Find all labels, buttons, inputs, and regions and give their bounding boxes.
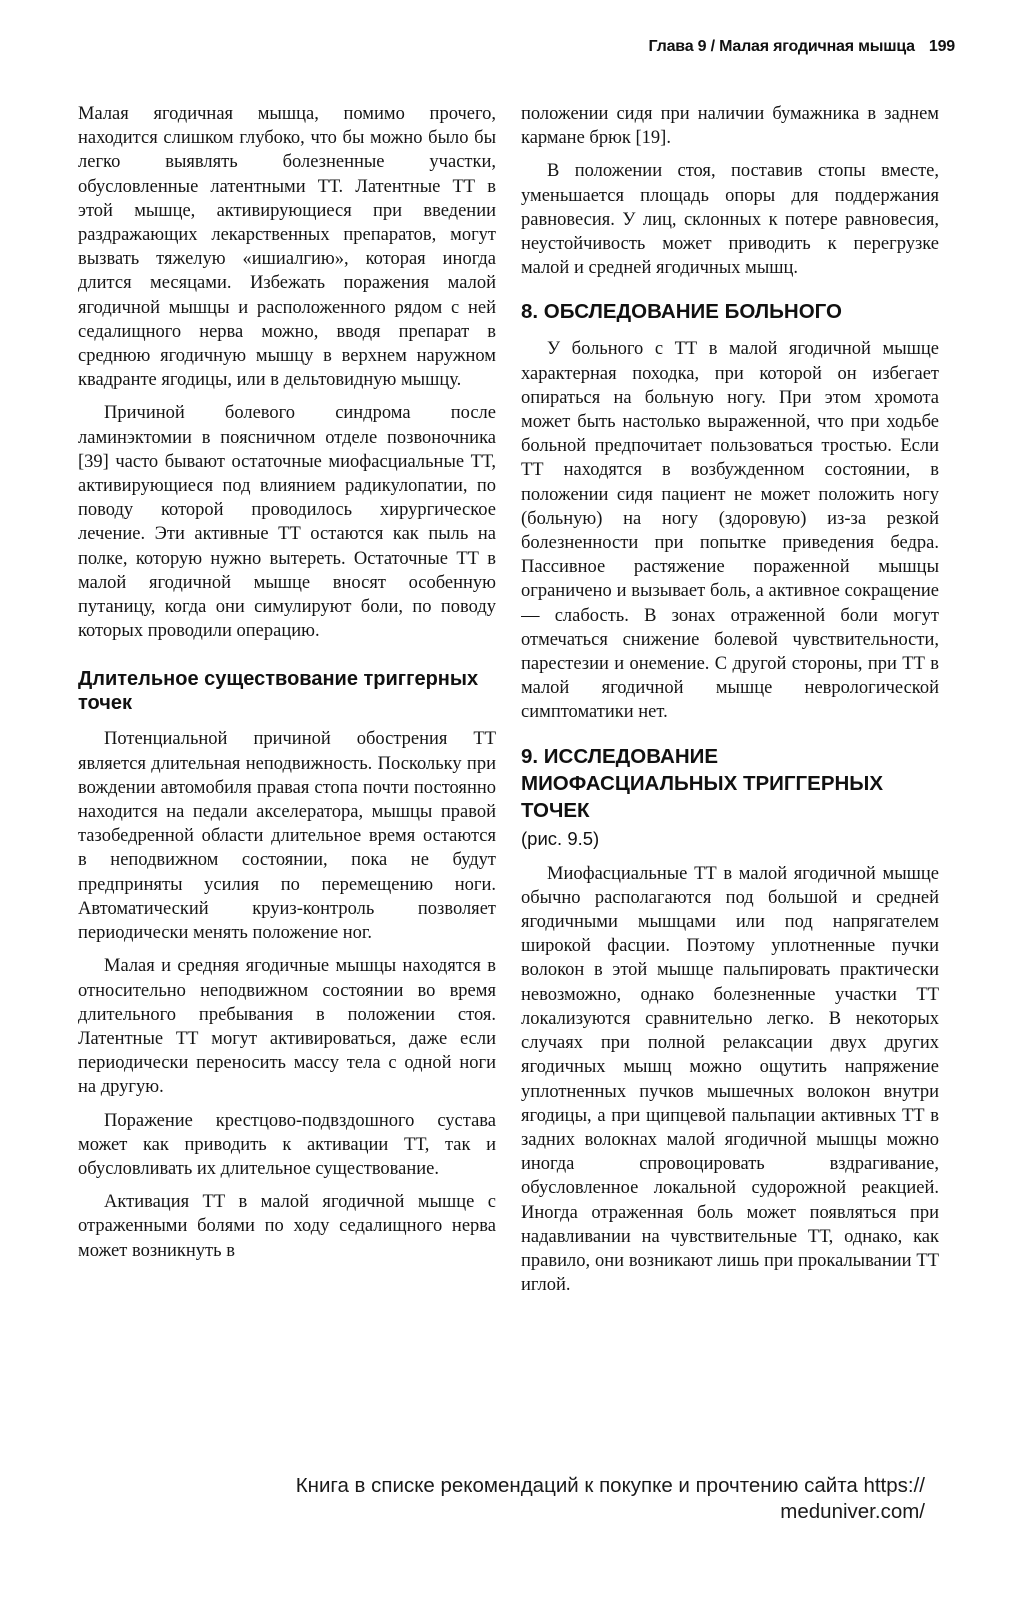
section-title: 8. ОБСЛЕДОВАНИЕ БОЛЬНОГО	[521, 300, 842, 324]
chapter-title: Глава 9 / Малая ягодичная мышца	[648, 38, 915, 55]
paragraph: У больного с ТТ в малой ягодичной мышце характерная походка, при которой он избегает опираться на больную ногу. При этом хромота может быть настолько выраженной, что при ходьбе больной предпочитает пользоваться тростью. Если ТТ находятся в возбужденном состоянии, в положении сидя пациент не может положить ногу (больную) на ногу (здоровую) из-за резкой болезненности при попытке приведения бедра. Пассивное растяжение пораженной мышцы ограничено и вызывает боль, а активное сокращение — слабость. В зонах отраженной боли могут отмечаться снижение болевой чувствительности, парестезии и онемение. С другой стороны, при ТТ в малой ягодичной мышце неврологической симптоматики нет.	[521, 339, 939, 723]
paragraph: В положении стоя, поставив стопы вместе, уменьшается площадь опоры для поддержания равновесия. У лиц, склонных к потере равновесия, неустойчивость может приводить к перегрузке малой и средней ягодичных мышц.	[521, 161, 939, 279]
paragraph: Малая и средняя ягодичные мышцы находятся в относительно неподвижном состоянии во время длительного пребывания в положении стоя. Латентные ТТ могут активироваться, даже если периодически переносить массу тела с одной ноги на другую.	[78, 956, 496, 1098]
footer-note: Книга в списке рекомендаций к покупке и прочтению сайта https:// meduniver.com/	[295, 1474, 925, 1523]
left-column	[78, 102, 496, 1472]
section-title: 9. ИССЛЕДОВАНИЕ МИОФАСЦИАЛЬНЫХ ТРИГГЕРНЫХ ТОЧЕК	[521, 744, 884, 822]
paragraph: Активация ТТ в малой ягодичной мышце с отраженными болями по ходу седалищного нерва может возникнуть в	[78, 1192, 496, 1261]
paragraph: Поражение крестцово-подвздошного сустава может как приводить к активации ТТ, так и обусловливать их длительное существование.	[78, 1110, 496, 1179]
paragraph: Малая ягодичная мышца, помимо прочего, находится слишком глубоко, что бы можно было бы легко выявлять болезненные участки, обусловленные латентными ТТ. Латентные ТТ в этой мышце, активирующиеся при введении раздражающих лекарственных препаратов, могут вызвать тяжелую «ишиалгию», которая иногда длится месяцами. Избежать поражения малой ягодичной мышцы и расположенного рядом с ней седалищного нерва можно, вводя препарат в среднюю ягодичную мышцу в верхнем наружном квадранте ягодицы, или в дельтовидную мышцу.	[78, 104, 496, 391]
paragraph: Миофасциальные ТТ в малой ягодичной мышце обычно располагаются под большой и средней ягодичными мышцами или под напрягателем широкой фасции. Поэтому уплотненные пучки волокон в этой мышце пальпировать практически невозможно, однако болезненные участки ТТ локализуются сравнительно легко. В некоторых случаях при полной релаксации двух других ягодичных мышц можно ощутить напряжение уплотненных пучков мышечных волокон внутри ягодицы, а при щипцевой пальпации активных ТТ в задних волокнах малой ягодичной мышцы можно иногда спровоцировать вздрагивание, обусловленное локальной судорожной реакцией. Иногда отраженная боль может появляться при надавливании на чувствительные ТТ, однако, как правило, они возникают лишь при прокалывании ТТ иглой.	[521, 863, 939, 1296]
running-head	[560, 38, 955, 64]
right-column	[521, 102, 939, 1472]
section-8	[521, 298, 939, 724]
subheading: Длительное существование триггерных точек	[78, 668, 479, 715]
paragraph: положении сидя при наличии бумажника в заднем кармане брюк [19].	[521, 104, 939, 149]
section-9	[521, 743, 939, 1298]
paragraph: Причиной болевого синдрома после ламинэктомии в поясничном отделе позвоночника [39] часто бывают остаточные миофасциальные ТТ, активирующиеся под влиянием радикулопатии, по поводу которой проводилось хирургическое лечение. Эти активные ТТ остаются как пыль на полке, которую нужно вытереть. Остаточные ТТ в малой ягодичной мышце вносят особенную путаницу, когда они симулируют боли, по поводу которых проводили операцию.	[78, 403, 496, 642]
figure-reference: (рис. 9.5)	[521, 827, 600, 849]
paragraph: Потенциальной причиной обострения ТТ является длительная неподвижность. Поскольку при вождении автомобиля правая стопа почти постоянно находится на педали акселератора, мышцы правой тазобедренной области длительное время остаются в неподвижном состоянии, пока не будут предприняты усилия по перемещению ноги. Автоматический круиз-контроль позволяет периодически менять положение ног.	[78, 729, 496, 944]
page-number: 199	[928, 38, 955, 55]
